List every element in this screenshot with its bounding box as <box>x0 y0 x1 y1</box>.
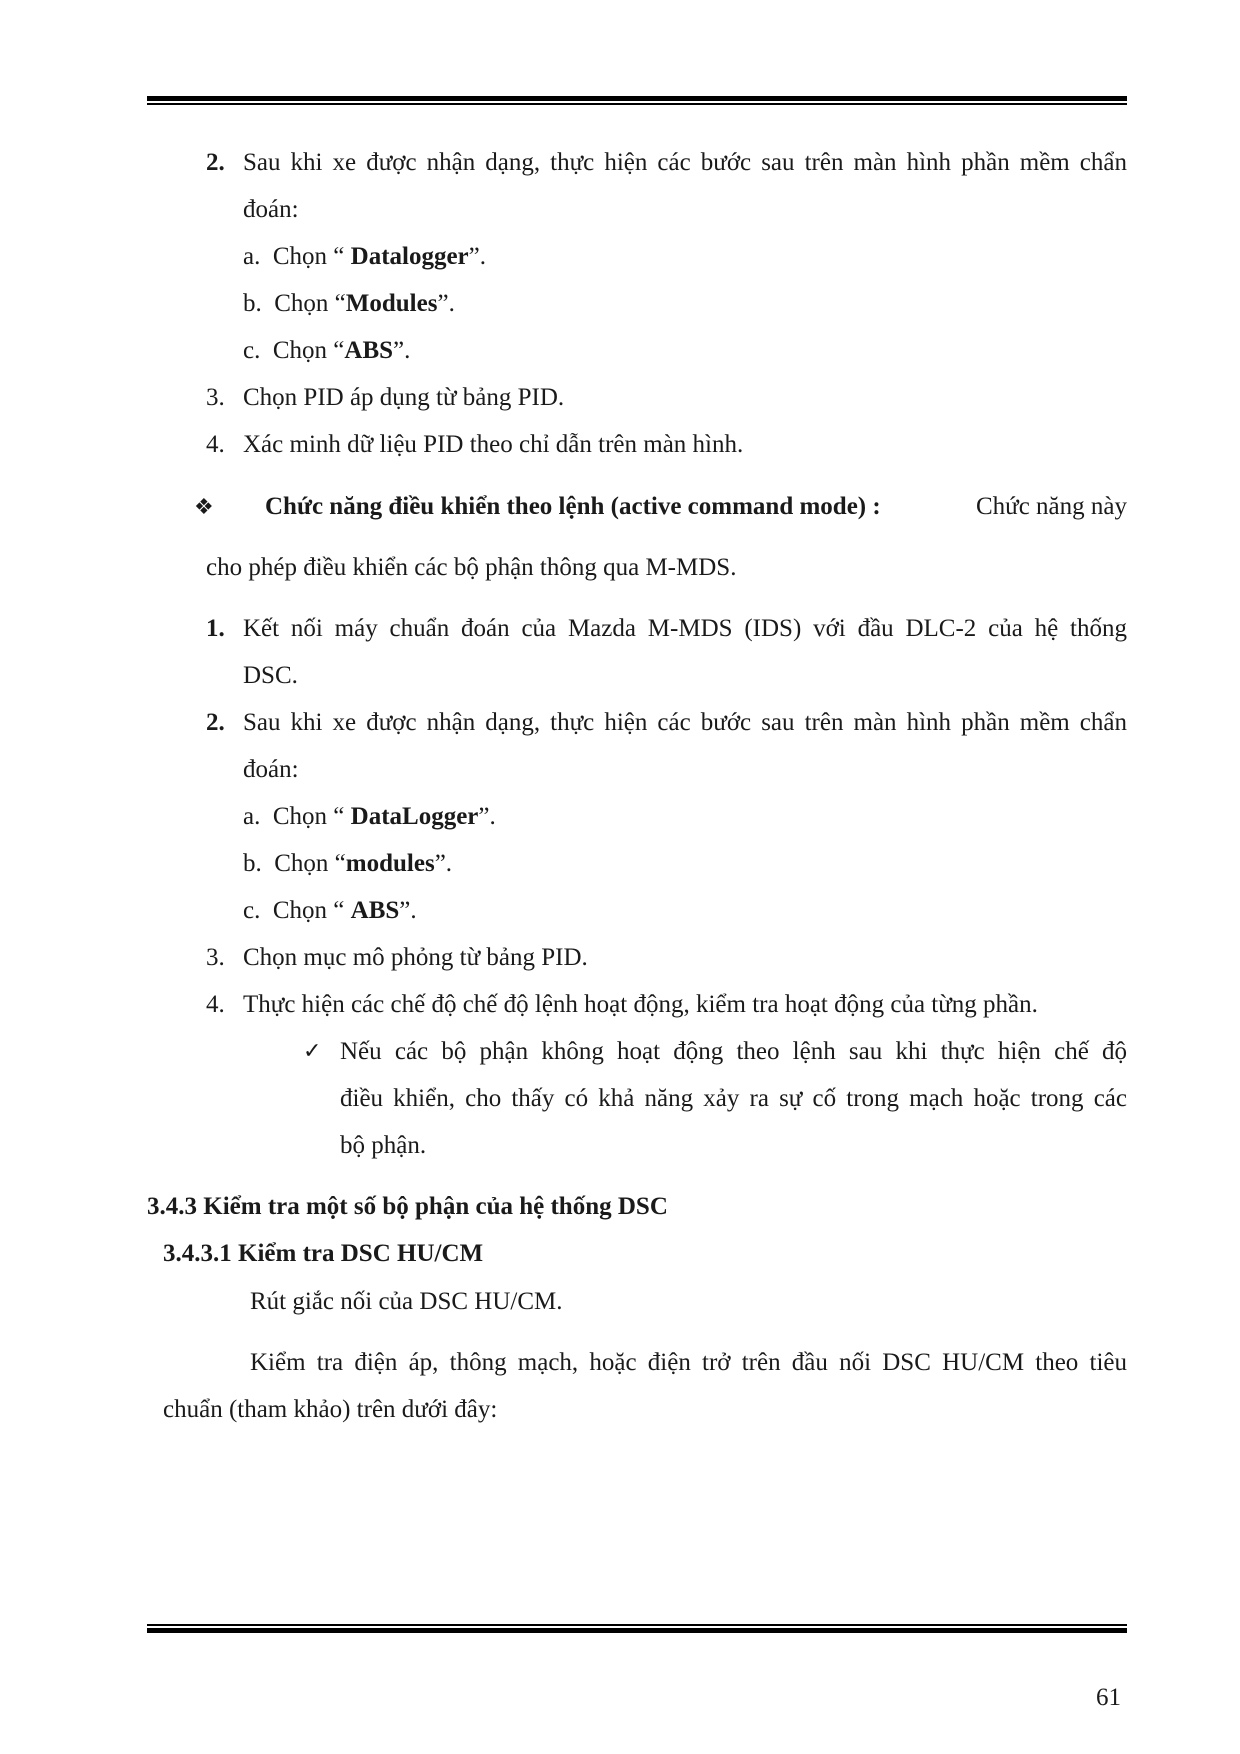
active-command-desc-cont: cho phép điều khiển các bộ phận thông qua M-MDS. <box>206 554 737 581</box>
active-command-line <box>265 492 1127 522</box>
diamond-bullet-icon: ❖ <box>194 494 214 519</box>
step-text: Sau khi xe được nhận dạng, thực hiện các bước sau trên màn hình phần mềm chẩn <box>243 149 1127 176</box>
step-2-text: Sau khi xe được nhận dạng, thực hiện các bước sau trên màn hình phần mềm chẩn <box>243 709 1127 736</box>
paragraph-1: Rút giắc nối của DSC HU/CM. <box>250 1288 563 1315</box>
step-3-text: Chọn PID áp dụng từ bảng PID. <box>243 384 565 411</box>
note-line-2: điều khiển, cho thấy có khả năng xảy ra sự cố trong mạch hoặc trong các <box>340 1085 1127 1112</box>
step-3-text: Chọn mục mô phỏng từ bảng PID. <box>243 944 588 971</box>
substep-a: a. Chọn “ DataLogger”. <box>243 803 496 830</box>
substep-b: b. Chọn “Modules”. <box>243 290 455 317</box>
page-number: 61 <box>1096 1684 1121 1711</box>
section-heading: 3.4.3 Kiểm tra một số bộ phận của hệ thống DSC <box>147 1193 668 1220</box>
step-1-text-cont: DSC. <box>243 662 298 689</box>
substep-c: c. Chọn “ ABS”. <box>243 897 417 924</box>
substep-c: c. Chọn “ABS”. <box>243 337 411 364</box>
step-4-text: Thực hiện các chế độ chế độ lệnh hoạt động, kiểm tra hoạt động của từng phần. <box>243 991 1038 1018</box>
step-4-number: 4. <box>206 431 225 458</box>
header-rule-thin <box>147 103 1127 105</box>
substep-b: b. Chọn “modules”. <box>243 850 453 877</box>
step-3-number: 3. <box>206 944 225 971</box>
note-line-3: bộ phận. <box>340 1132 427 1159</box>
footer-rule-thin <box>147 1624 1127 1626</box>
footer-rule-thick <box>147 1628 1127 1633</box>
paragraph-2-line-2: chuẩn (tham khảo) trên dưới đây: <box>163 1396 498 1423</box>
step-4-number: 4. <box>206 991 225 1018</box>
subsection-heading: 3.4.3.1 Kiểm tra DSC HU/CM <box>163 1240 484 1267</box>
header-rule-thick <box>147 96 1127 101</box>
step-2-text-cont: đoán: <box>243 756 299 783</box>
step-4-text: Xác minh dữ liệu PID theo chỉ dẫn trên màn hình. <box>243 431 744 458</box>
step-1-text: Kết nối máy chuẩn đoán của Mazda M-MDS (IDS) với đầu DLC-2 của hệ thống <box>243 615 1127 642</box>
note-line-1: Nếu các bộ phận không hoạt động theo lệnh sau khi thực hiện chế độ <box>340 1038 1127 1065</box>
active-command-desc: Chức năng này <box>975 493 1127 520</box>
step-number: 2. <box>206 149 225 176</box>
checkmark-icon: ✓ <box>303 1039 322 1064</box>
step-1-number: 1. <box>206 615 225 642</box>
step-3-number: 3. <box>206 384 225 411</box>
paragraph-2-line-1: Kiểm tra điện áp, thông mạch, hoặc điện trở trên đầu nối DSC HU/CM theo tiêu <box>250 1349 1127 1376</box>
step-2-number: 2. <box>206 709 225 736</box>
substep-a: a. Chọn “ Datalogger”. <box>243 243 487 270</box>
active-command-title: Chức năng điều khiển theo lệnh (active command mode) : <box>265 493 881 520</box>
step-text-cont: đoán: <box>243 196 299 223</box>
